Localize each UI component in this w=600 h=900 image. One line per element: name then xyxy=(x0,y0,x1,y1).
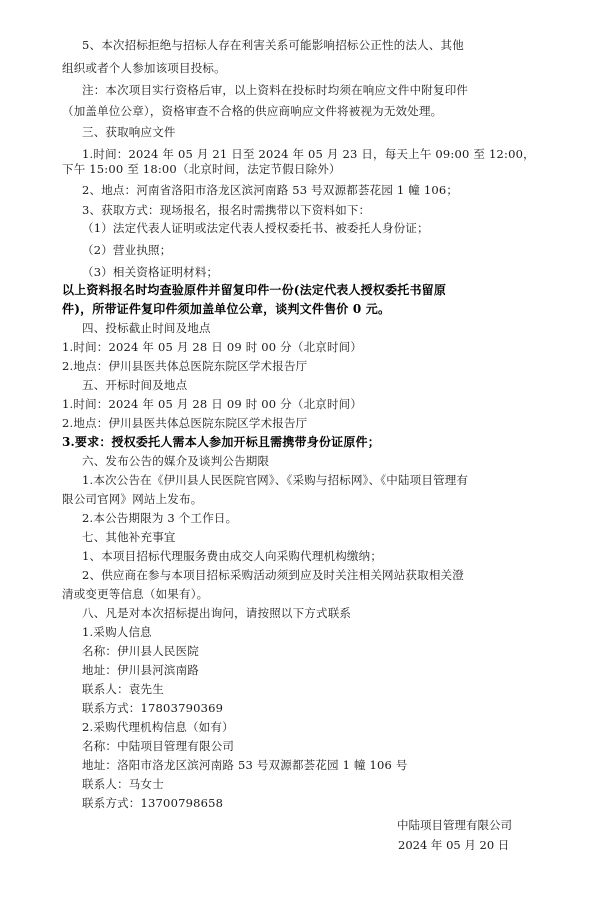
text-line: 联系方式：13700798658 xyxy=(82,796,224,810)
text-line: 名称：伊川县人民医院 xyxy=(82,644,199,658)
text-line: 2、地点：河南省洛阳市洛龙区滨河南路 53 号双源都荟花园 1 幢 106； xyxy=(82,183,459,197)
text-line: 五、开标时间及地点 xyxy=(82,378,188,392)
text-line: 2.地点：伊川县医共体总医院东院区学术报告厅 xyxy=(62,359,308,373)
text-line: 1.时间：2024 年 05 月 28 日 09 时 00 分（北京时间） xyxy=(62,340,363,354)
text-line: 限公司官网》网站上发布。 xyxy=(62,492,203,506)
text-line: 以上资料报名时均查验原件并留复印件一份(法定代表人授权委托书留原 xyxy=(62,283,447,297)
text-line: （加盖单位公章），资格审查不合格的供应商响应文件将被视为无效处理。 xyxy=(62,104,443,118)
text-line: （3）相关资格证明材料； xyxy=(82,265,219,279)
text-line: 件)，所带证件复印件须加盖单位公章，谈判文件售价 0 元。 xyxy=(62,302,391,316)
text-line: 三、获取响应文件 xyxy=(82,125,176,139)
text-line: 1.采购人信息 xyxy=(82,625,152,639)
text-line: （2）营业执照； xyxy=(82,243,172,257)
text-line: （1）法定代表人证明或法定代表人授权委托书、被委托人身份证； xyxy=(82,221,429,235)
text-line: 5、本次招标拒绝与招标人存在利害关系可能影响招标公正性的法人、其他 xyxy=(82,38,464,52)
text-line: 2.地点：伊川县医共体总医院东院区学术报告厅 xyxy=(62,416,308,430)
text-line: 四、投标截止时间及地点 xyxy=(82,321,211,335)
text-line: 地址：伊川县河滨南路 xyxy=(82,663,199,677)
text-line: 1、本项目招标代理服务费由成交人向采购代理机构缴纳； xyxy=(82,549,383,563)
text-line: 联系方式：17803790369 xyxy=(82,701,224,715)
text-line: 3、获取方式：现场报名，报名时需携带以下资料如下： xyxy=(82,203,371,217)
text-line: 组织或者个人参加该项目投标。 xyxy=(62,61,226,75)
text-line: 2.采购代理机构信息（如有） xyxy=(82,720,234,734)
text-line: 地址：洛阳市洛龙区滨河南路 53 号双源都荟花园 1 幢 106 号 xyxy=(82,758,408,772)
text-line: 名称：中陆项目管理有限公司 xyxy=(82,739,235,753)
signature-company: 中陆项目管理有限公司 xyxy=(397,818,512,832)
text-line: 2、供应商在参与本项目招标采购活动须到应及时关注相关网站获取相关澄 xyxy=(82,568,464,582)
signature-date: 2024 年 05 月 20 日 xyxy=(398,838,510,852)
text-line: 1.本次公告在《伊川县人民医院官网》、《采购与招标网》、《中陆项目管理有 xyxy=(82,473,469,487)
text-line: 1.时间：2024 年 05 月 28 日 09 时 00 分（北京时间） xyxy=(62,397,363,411)
text-line: 联系人：马女士 xyxy=(82,777,164,791)
text-line: 七、其他补充事宜 xyxy=(82,530,176,544)
text-line: 下午 15:00 至 18:00（北京时间，法定节假日除外） xyxy=(62,162,341,176)
text-line: 六、发布公告的媒介及谈判公告期限 xyxy=(82,454,270,468)
text-line: 清或变更等信息（如果有）。 xyxy=(62,587,209,601)
text-line: 联系人：袁先生 xyxy=(82,682,164,696)
text-line: 3.要求：授权委托人需本人参加开标且需携带身份证原件； xyxy=(62,435,380,449)
text-line: 1.时间：2024 年 05 月 21 日至 2024 年 05 月 23 日，每天上午 09:00 至 12:00， xyxy=(82,147,535,161)
text-line: 注：本次项目实行资格后审，以上资料在投标时均须在响应文件中附复印件 xyxy=(82,83,469,97)
text-line: 八、凡是对本次招标提出询问，请按照以下方式联系 xyxy=(82,606,352,620)
text-line: 2.本公告期限为 3 个工作日。 xyxy=(82,511,238,525)
